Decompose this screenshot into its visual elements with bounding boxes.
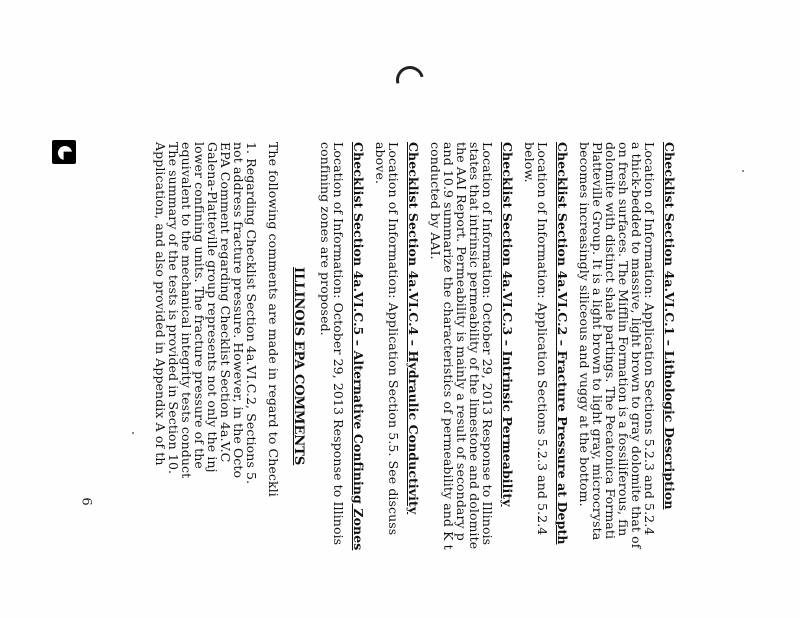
heading-fracture-pressure: Checklist Section 4a.VI.C.2 – Fracture Pressure at Depth xyxy=(555,142,570,545)
binder-hole-mark xyxy=(391,61,429,99)
text-line: Location of Information: October 29, 2013 Response to Illinois xyxy=(331,142,346,546)
text-line: Location of Information: October 29, 2013 Response to Illinois xyxy=(480,142,495,546)
text-line: not address fracture pressure. However, in the Octo xyxy=(231,142,246,479)
page-number: 6 xyxy=(78,497,94,506)
text-line: a thick-bedded to massive, light brown to gray dolomite that of xyxy=(629,142,644,549)
text-line: lower confining units. The fracture pressure of the xyxy=(192,142,207,469)
text-line: Location of Information: Application Section 5.5. See discuss xyxy=(386,142,401,536)
rotated-text-block xyxy=(76,142,676,618)
heading-intrinsic-permeability: Checklist Section 4a.VI.C.3 – Intrinsic Permeability xyxy=(500,142,515,507)
text-line: on fresh surfaces. The Mifflin Formation is a fossiliferous, fin xyxy=(616,142,631,537)
text-line: above. xyxy=(373,142,388,185)
text-line: and 10.9 summarize the characteristics of permeability and K t xyxy=(441,142,456,550)
text-line: states that intrinsic permeability of the limestone and dolomite xyxy=(467,142,482,550)
text-line: The summary of the tests is provided in Section 10. xyxy=(166,142,181,475)
text-line: EPA Comment regarding Checklist Section 4a.V.C xyxy=(218,142,233,463)
heading-hydraulic-conductivity: Checklist Section 4a.VI.C.4 – Hydraulic Conductivity xyxy=(406,142,421,515)
text-line: conducted by AAI. xyxy=(428,142,443,260)
text-line: confining zones are proposed. xyxy=(318,142,333,336)
text-line: Galena-Platteville group represents not only the inj xyxy=(205,142,220,473)
text-line: Location of Information: Application Sections 5.2.3 and 5.2.4 xyxy=(642,142,657,536)
text-line: becomes increasingly siliceous and vuggy at the bottom. xyxy=(577,142,592,507)
heading-lithologic: Checklist Section 4a.VI.C.1 – Lithologic Description xyxy=(662,142,677,510)
text-line: dolomite with distinct shale partings. The Pecatonica Formati xyxy=(603,142,618,540)
speck xyxy=(742,170,744,172)
text-line: Platteville Group. It is a light brown to light gray, microcrysta xyxy=(590,142,605,541)
heading-alternative-confining-zones: Checklist Section 4a.VI.C.5 – Alternative Confining Zones xyxy=(351,142,366,551)
list-item: 1. Regarding Checklist Section 4a.VI.C.2, Sections 5. xyxy=(244,142,259,485)
text-line: Application, and also provided in Appendix A of th xyxy=(153,142,168,466)
scan-corner-mark xyxy=(52,140,76,164)
text-line: below. xyxy=(522,142,537,183)
text-line: The following comments are made in regard to Checkli xyxy=(266,142,281,497)
text-line: the AAI Report. Permeability is mainly a result of secondary p xyxy=(454,142,469,541)
text-line: Location of Information: Application Sections 5.2.3 and 5.2.4 xyxy=(535,142,550,536)
section-title-illinois-epa-comments: ILLINOIS EPA COMMENTS xyxy=(291,267,306,466)
text-line: equivalent to the mechanical integrity tests conduct xyxy=(179,142,194,479)
